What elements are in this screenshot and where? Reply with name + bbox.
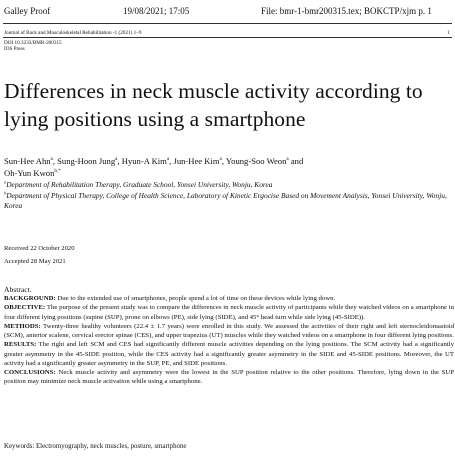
journal-rule [3,37,452,38]
section-label: CONCLUSIONS: [4,369,56,376]
affiliation-marker: a [4,179,7,185]
abstract-conclusions [4,368,454,387]
author-affiliation-marker: b,* [54,168,61,175]
journal-line: Journal of Back and Musculoskeletal Rehabilitation -1 (2021) 1–9 [4,30,142,36]
author-list [4,155,452,179]
author: Oh-Yun Kwon [4,168,55,178]
galley-proof-label: Galley Proof [4,6,51,16]
section-text: The purpose of the present study was to compare the differences in neck muscle activity of participants while they watched videos on a smartphone in four different lying positions (supine (SUP), prone on elbows (PE), side lying (SIDE), and 45° head turn while side lying (45-SIDE)). [4,304,454,321]
author-separator: , [221,156,226,166]
section-label: METHODS: [4,322,41,330]
section-text: The right and left SCM and CES had significantly different muscle activities depending on the lying positions. The SCM activity had a significantly greater asymmetry in the 45-SIDE position, while the CES activity had a significantly greater asymmetry in the SIDE and 45-SIDE positions. Moreover, the UT activity had a significantly greater asymmetry in the SUP, PE, and SIDE positions. [4,341,454,367]
author-separator: , [117,156,122,166]
header-rule [3,23,452,24]
author-affiliation-marker: a [50,156,53,163]
author-separator: and [288,156,304,166]
author: Sung-Hoon Jung [57,156,116,166]
page-number: 1 [447,30,450,36]
article-title: Differences in neck muscle activity according to lying positions using a smartphone [4,79,423,131]
author-separator: , [52,156,58,166]
author: Sun-Hee Ahn [4,156,51,166]
author-affiliation-marker: a [166,156,170,163]
author-separator: , [169,156,174,166]
accepted-date: Accepted 28 May 2021 [4,258,66,265]
affiliation-text: Department of Physical Therapy, College of Health Science, Laboratory of Kinetic Ergocise Based on Movement Analysis, Yonsei University, Wonju, Korea [4,191,447,210]
abstract-methods [4,322,454,341]
author-affiliation-marker: a [219,156,222,163]
received-date: Received 22 October 2020 [4,245,75,252]
affiliation-marker: b [4,190,7,196]
abstract-body [4,294,454,387]
section-text: Neck muscle activity and asymmetry were the lowest in the SUP position relative to the other positions. Therefore, lying down in the SUP position may minimize neck muscle activation while using a smartphone. [4,369,455,386]
affiliation-text: Department of Rehabilitation Therapy, Graduate School, Yonsei University, Wonju, Korea [6,180,273,189]
section-label: BACKGROUND: [4,295,56,302]
section-label: RESULTS: [4,341,37,349]
author-affiliation-marker: a [286,156,289,163]
publisher: IOS Press [4,46,25,52]
abstract-background [4,294,454,303]
doi: DOI 10.3233/BMR-200315 [4,40,62,46]
section-label: OBJECTIVE: [4,304,46,312]
proof-file-info: File: bmr-1-bmr200315.tex; BOKCTP/xjm p. 1 [261,6,432,16]
affiliation-b [4,191,454,210]
author: Hyun-A Kim [121,156,167,166]
proof-datetime: 19/08/2021; 17:05 [123,6,190,16]
author: Young-Soo Weon [225,156,287,166]
section-text: Twenty-three healthy volunteers (22.4 ± 1.7 years) were enrolled in this study. We assessed the activities of their right and left sternocleidomastoid (SCM), anterior scalene, cervical erector spinae (CES), and upper trapezius (UT) muscles while they watched videos on a smartphone in four different lying positions. [4,322,454,339]
keywords: Keywords: Electromyography, neck muscles, posture, smartphone [4,443,187,450]
abstract-heading: Abstract. [4,285,32,294]
section-text: Due to the extended use of smartphones, people spend a lot of time on these devices while lying down. [57,295,336,302]
affiliation-a [4,180,454,190]
author: Jun-Hee Kim [173,156,220,166]
abstract-results [4,340,454,368]
abstract-objective [4,303,454,322]
author-affiliation-marker: a [115,156,118,163]
